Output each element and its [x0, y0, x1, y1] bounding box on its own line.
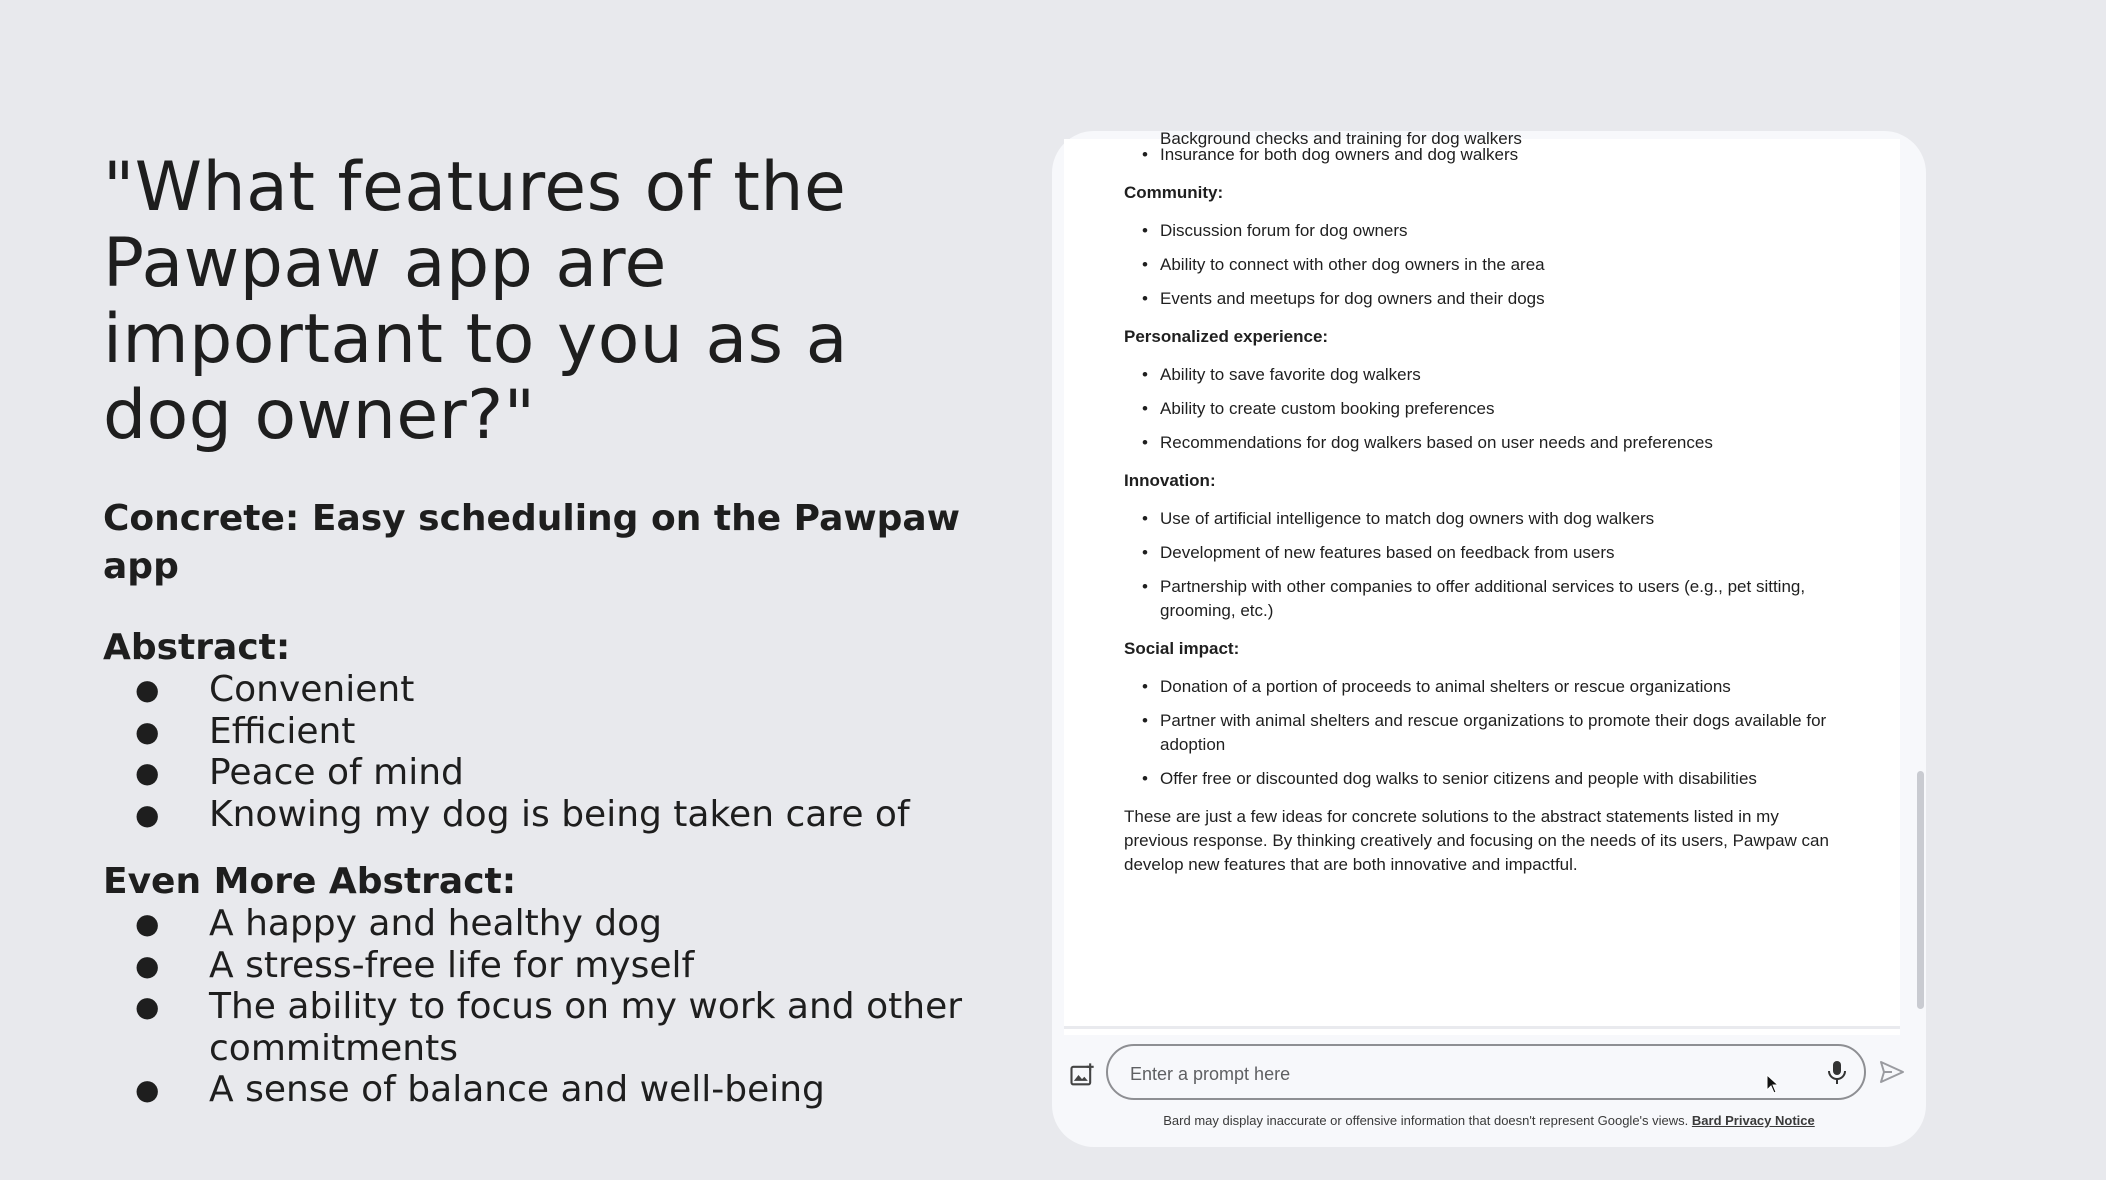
list-item: ● Efficient — [135, 710, 356, 752]
response-list — [1124, 143, 1844, 167]
bard-window — [1052, 131, 1926, 1147]
list-item: • Ability to connect with other dog owners in the area — [1124, 253, 1844, 277]
bullet-icon: ● — [135, 907, 160, 940]
section-title-personalized: Personalized experience: — [1124, 327, 1329, 346]
response-closing: These are just a few ideas for concrete solutions to the abstract statements listed in my previous response. By thinking creatively and focusing on the needs of its users, Pawpaw can develop new features that are both innovative and impactful. — [1124, 807, 1829, 874]
bullet-icon: ● — [135, 990, 160, 1023]
bullet-icon: ● — [135, 714, 160, 748]
prompt-input[interactable] — [1128, 1058, 1772, 1090]
abstract-heading: Abstract: — [103, 627, 291, 668]
concrete-statement: Concrete: Easy scheduling on the Pawpaw app — [103, 498, 960, 587]
response-card[interactable] — [1064, 129, 1900, 1035]
list-item: • Insurance for both dog owners and dog walkers — [1124, 143, 1844, 167]
list-item: ● A sense of balance and well-being — [135, 1069, 825, 1110]
list-item: ● Knowing my dog is being taken care of — [135, 793, 910, 835]
response-list — [1124, 675, 1844, 791]
list-item: • Events and meetups for dog owners and their dogs — [1124, 287, 1844, 311]
list-item: • Donation of a portion of proceeds to animal shelters or rescue organizations — [1124, 675, 1844, 699]
list-item: ● A stress-free life for myself — [135, 944, 695, 986]
more-abstract-list — [103, 903, 963, 1111]
slide-question: "What features of the Pawpaw app are important to you as a dog owner?" — [103, 148, 848, 455]
list-item: • Use of artificial intelligence to match dog owners with dog walkers — [1124, 507, 1844, 531]
response-content — [1124, 129, 1844, 894]
list-item-partial: Background checks and training for dog walkers — [1160, 129, 1522, 148]
slide-body — [103, 495, 963, 1137]
scrollbar-thumb[interactable] — [1917, 771, 1924, 1009]
image-upload-icon[interactable] — [1068, 1061, 1096, 1089]
bullet-icon: ● — [135, 673, 160, 706]
list-item: • Offer free or discounted dog walks to senior citizens and people with disabilities — [1124, 767, 1844, 791]
list-item: ● A happy and healthy dog — [135, 903, 663, 944]
list-item: • Ability to create custom booking preferences — [1124, 397, 1844, 421]
list-item: ● Peace of mind — [135, 752, 464, 793]
list-item: • Partner with animal shelters and rescue organizations to promote their dogs available for adoption — [1124, 709, 1844, 757]
more-abstract-heading: Even More Abstract: — [103, 861, 517, 902]
prompt-field[interactable] — [1106, 1044, 1866, 1100]
list-item: • Partnership with other companies to offer additional services to users (e.g., pet sitting, grooming, etc.) — [1124, 575, 1844, 623]
privacy-notice-link[interactable]: Bard Privacy Notice — [1691, 1113, 1815, 1128]
response-list — [1124, 363, 1844, 455]
disclaimer-text: Bard may display inaccurate or offensive information that doesn't represent Google's views. — [1163, 1113, 1689, 1128]
divider — [1064, 1026, 1900, 1029]
section-title-community: Community: — [1124, 183, 1224, 202]
list-item: ● Convenient — [135, 669, 415, 710]
bullet-icon: ● — [135, 797, 160, 831]
section-title-innovation: Innovation: — [1124, 471, 1216, 490]
microphone-icon[interactable] — [1826, 1060, 1848, 1086]
list-item: • Development of new features based on feedback from users — [1124, 541, 1844, 565]
section-title-social-impact: Social impact: — [1124, 639, 1240, 658]
bullet-icon: ● — [135, 948, 160, 982]
bullet-icon: ● — [135, 756, 160, 789]
list-item: ● The ability to focus on my work and other commitments — [135, 986, 963, 1069]
bullet-icon: ● — [135, 1073, 160, 1106]
abstract-list — [103, 669, 963, 835]
list-item: • Recommendations for dog walkers based on user needs and preferences — [1124, 431, 1844, 455]
list-item: • Discussion forum for dog owners — [1124, 219, 1844, 243]
disclaimer — [1052, 1113, 1926, 1128]
send-icon[interactable] — [1878, 1059, 1906, 1085]
list-item: • Ability to save favorite dog walkers — [1124, 363, 1844, 387]
response-list — [1124, 219, 1844, 311]
mouse-cursor-icon — [1766, 1074, 1780, 1094]
response-list — [1124, 507, 1844, 623]
